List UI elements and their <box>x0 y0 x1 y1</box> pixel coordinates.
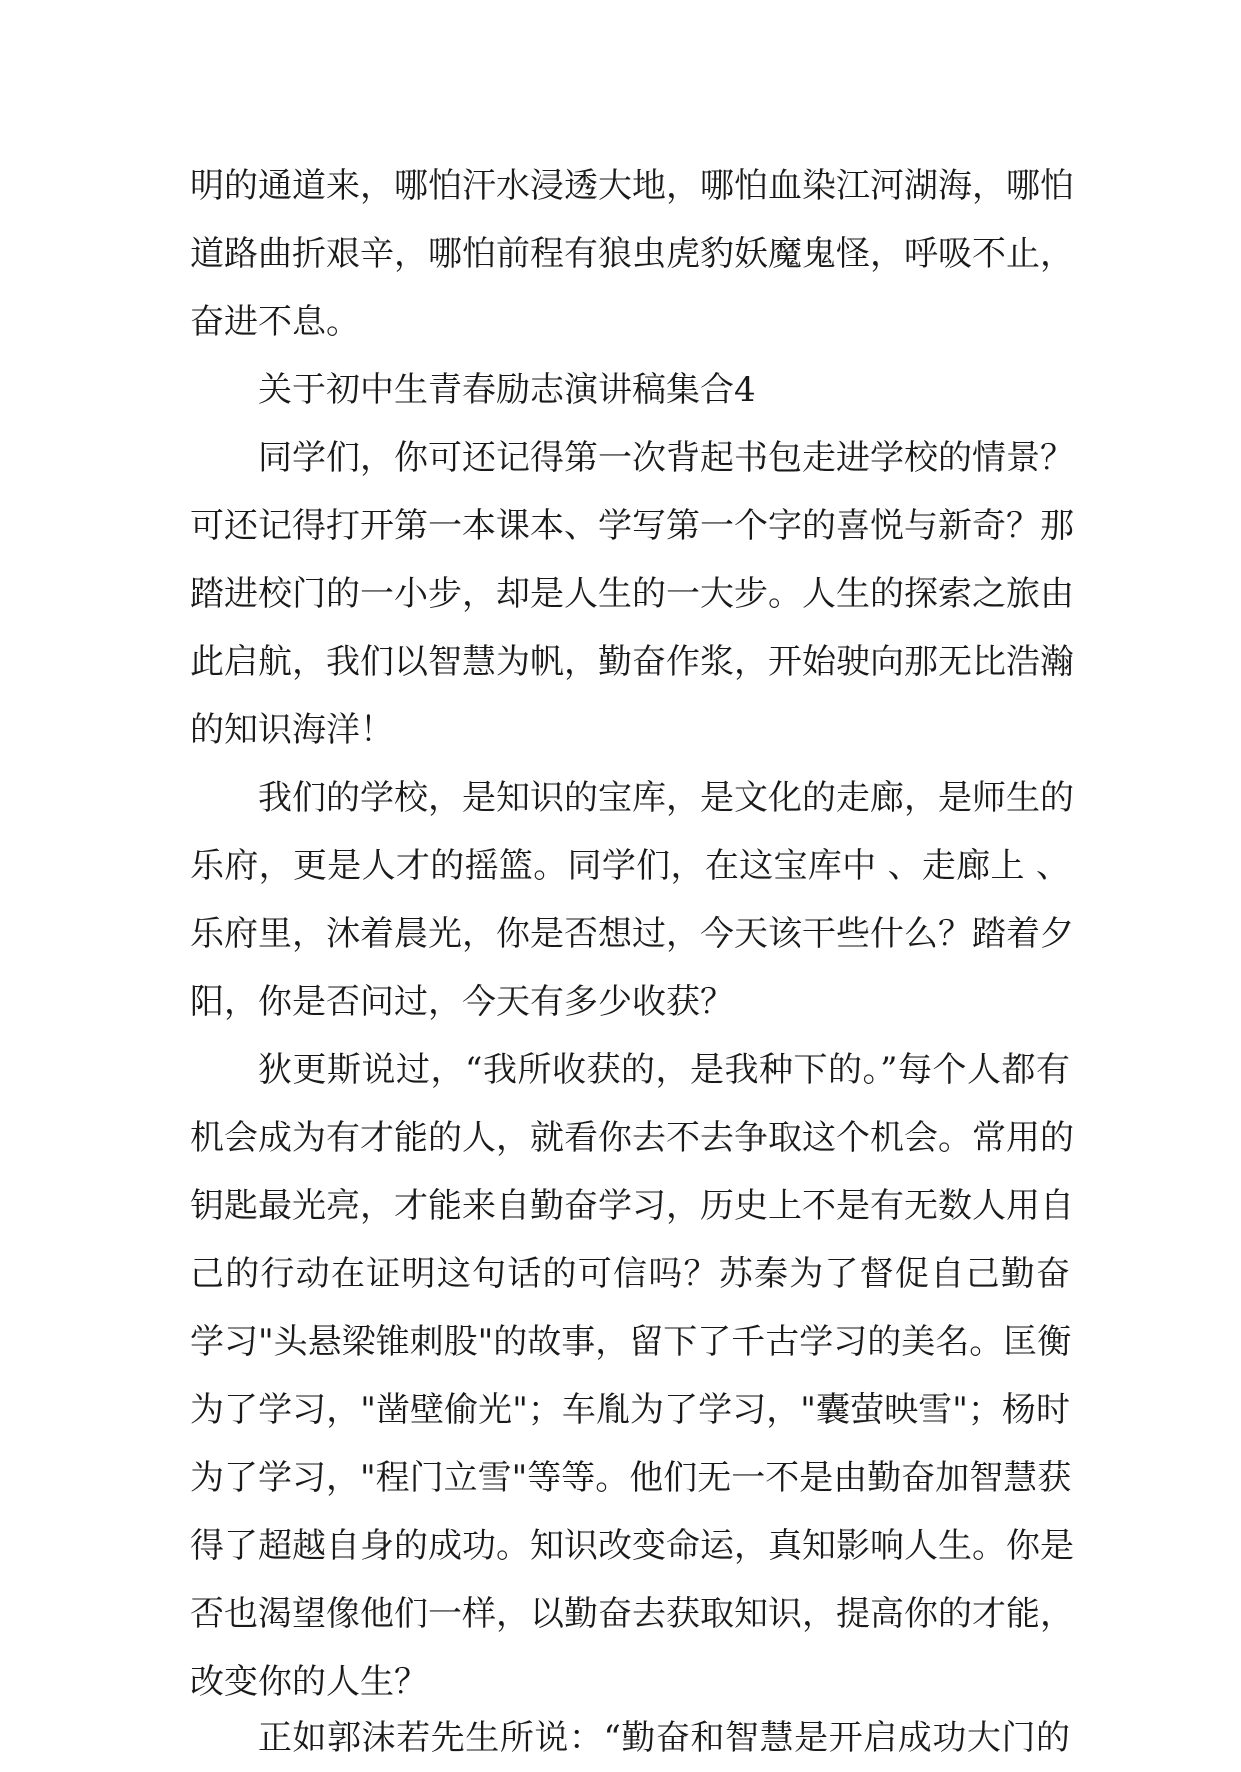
paragraph-line: 可还记得打开第一本课本、学写第一个字的喜悦与新奇？那 <box>190 506 1074 546</box>
paragraph-line: 阳，你是否问过，今天有多少收获？ <box>190 982 734 1022</box>
paragraph-line: 的知识海洋！ <box>190 710 394 750</box>
paragraph-line: 正如郭沫若先生所说：“勤奋和智慧是开启成功大门的 <box>258 1718 1070 1758</box>
paragraph-line: 奋进不息。 <box>190 302 360 342</box>
paragraph-line: 否也渴望像他们一样，以勤奋去获取知识，提高你的才能， <box>190 1594 1074 1634</box>
section-heading: 关于初中生青春励志演讲稿集合4 <box>258 370 756 410</box>
paragraph-line: 得了超越自身的成功。知识改变命运，真知影响人生。你是 <box>190 1526 1074 1566</box>
paragraph-line: 为了学习，"程门立雪"等等。他们无一不是由勤奋加智慧获 <box>190 1458 1072 1498</box>
paragraph-line: 道路曲折艰辛，哪怕前程有狼虫虎豹妖魔鬼怪，呼吸不止， <box>190 234 1074 274</box>
paragraph-line: 机会成为有才能的人，就看你去不去争取这个机会。常用的 <box>190 1118 1074 1158</box>
paragraph-line: 狄更斯说过，“我所收获的，是我种下的。”每个人都有 <box>258 1050 1070 1090</box>
paragraph-line: 踏进校门的一小步，却是人生的一大步。人生的探索之旅由 <box>190 574 1074 614</box>
paragraph-line: 我们的学校，是知识的宝库，是文化的走廊，是师生的 <box>258 778 1074 818</box>
paragraph-line: 为了学习，"凿壁偷光"；车胤为了学习，"囊萤映雪"；杨时 <box>190 1390 1070 1430</box>
paragraph-line: 改变你的人生？ <box>190 1662 428 1702</box>
paragraph-line: 同学们，你可还记得第一次背起书包走进学校的情景？ <box>258 438 1074 478</box>
paragraph-line: 乐府里，沐着晨光，你是否想过，今天该干些什么？踏着夕 <box>190 914 1074 954</box>
paragraph-line: 此启航，我们以智慧为帆，勤奋作浆，开始驶向那无比浩瀚 <box>190 642 1074 682</box>
paragraph-line: 钥匙最光亮，才能来自勤奋学习，历史上不是有无数人用自 <box>190 1186 1074 1226</box>
paragraph-line: 明的通道来，哪怕汗水浸透大地，哪怕血染江河湖海，哪怕 <box>190 166 1074 206</box>
paragraph-line: 学习"头悬梁锥刺股"的故事，留下了千古学习的美名。匡衡 <box>190 1322 1072 1362</box>
paragraph-line: 己的行动在证明这句话的可信吗？苏秦为了督促自己勤奋 <box>190 1254 1070 1294</box>
paragraph-line: 乐府，更是人才的摇篮。同学们，在这宝库中 、走廊上 、 <box>190 846 1070 886</box>
